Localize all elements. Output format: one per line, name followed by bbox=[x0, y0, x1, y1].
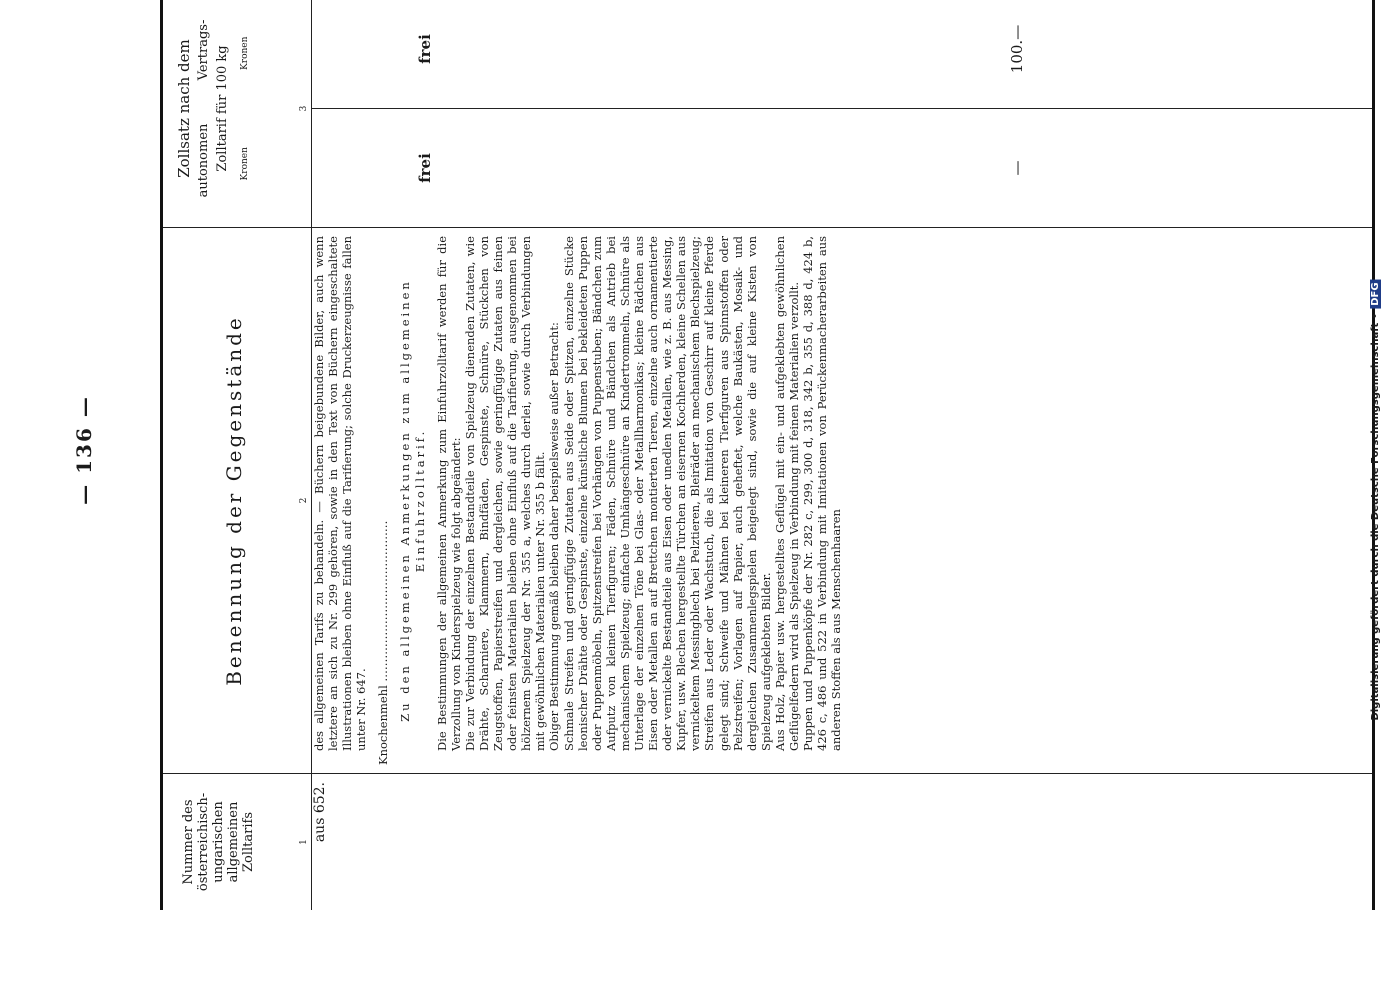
header-col3-vertrags: Vertrags- bbox=[196, 19, 211, 81]
colnum-1: 1 bbox=[299, 774, 312, 911]
header-row bbox=[162, 0, 300, 910]
rate-b-item: frei bbox=[416, 34, 434, 64]
header-col3-autonomen: autonomen bbox=[196, 123, 211, 198]
colnum-2: 2 bbox=[299, 228, 312, 774]
header-col1-text: Nummer des österreichisch-ungarischen allgemeinen Zolltarifs bbox=[181, 792, 256, 892]
rate-contract bbox=[312, 0, 1374, 109]
para-2: Die zur Verbindung der einzelnen Bestandteile von Spielzeug dienenden Zutaten, wie Drähte, Scharniere, Klammern, Bindfäden, Gespinste, Schnüre, Stückchen von Zeugstoffen, Papierstreifen und dergleichen, sowie geringfügige Zutaten aus feinen oder feinsten Materialien bleiben ohne Einfluß auf die Tarifierung, ausgenommen bei hölzernem Spielzeug der Nr. 355 a, welches durch derlei, sowie durch Verbindungen mit gewöhnlichen Materialien unter Nr. 355 b fällt. bbox=[462, 236, 548, 751]
item-label: Knochenmehl bbox=[376, 685, 391, 765]
header-col3-top: Zollsatz nach dem bbox=[175, 39, 193, 178]
column-numbers bbox=[299, 0, 312, 910]
intro-text: des allgemeinen Tarifs zu behandeln. — Büchern beigebundene Bilder, auch wenn letztere an sich zu Nr. 299 gehören, sowie in den Text von Büchern eingeschaltete Illustrationen bleiben ohne Einfluß auf die Tarifierung; solche Druckerzeugnisse fallen unter Nr. 647. bbox=[312, 236, 369, 751]
body-row bbox=[312, 0, 1374, 910]
tariff-table bbox=[160, 0, 1375, 910]
header-col2 bbox=[162, 228, 300, 774]
para-4: Schmale Streifen und geringfügige Zutaten aus Seide oder Spitzen, einzelne Stücke leonischer Drähte oder Gespinste, einzelne künstliche Blumen bei bekleideten Puppen oder Puppenmöbeln, Spitzenstreifen bei Vorhängen von Puppenstuben; Bändchen zum Aufputz von kleinen Tierfiguren; Fäden, Schnüre und Bändchen als Antrieb bei mechanischem Spielzeug; einfache Umhängeschnüre an Kindertrommeln, Schnüre als Unterlage der einzelnen Töne bei Glas- oder Metallharmonikas; kleine Rädchen aus Eisen oder Metallen an auf Brettchen montierten Tieren, einzelne auch ornamentierte oder vernickelte Bestandteile aus Eisen oder unedlen Metallen, wie z. B. aus Messing, Kupfer, usw. Blechen hergestellte Türchen an eisernen Kochherden, kleine Schellen aus vernickeltem Messingblech bei Pelztieren, Bleiräder an mechanischem Blechspielzeug; Streifen aus Leder oder Wachstuch, die als Imitation von Geschirr auf kleine Pferde gelegt sind; Schweife und Mähnen bei kleineren Tierfiguren aus Spinnstoffen oder Pelzstreifen; Vorlagen auf Papier, auch geheftet, welche Baukästen, Mosaik- und dergleichen Zusammenlegspielen beigelegt sind, sowie die auf kleine Kisten von Spielzeug aufgeklebten Bilder. bbox=[561, 236, 773, 751]
para-5: Aus Holz, Papier usw. hergestelltes Geflügel mit ein- und aufgeklebten gewöhnlichen Geflügelfedern wird als Spielzeug in Verbindung mit feinen Materialien verzollt. bbox=[772, 236, 801, 751]
page-number: — 136 — bbox=[72, 395, 96, 505]
colnum-3: 3 bbox=[299, 0, 312, 228]
header-unit-a: Kronen bbox=[240, 147, 250, 181]
header-col3 bbox=[162, 0, 300, 228]
para-6: Puppen und Puppenköpfe der Nr. 282 c, 299, 300 d, 318, 342 b, 355 d, 388 d, 424 b, 426 c, 486 und 522 in Verbindung mit Imitationen von Perückenmacherarbeiten aus anderen Stoffen als aus Menschenhaaren bbox=[801, 236, 844, 751]
section-heading: Zu den allgemeinen Anmerkungen zum allgemeinen Einfuhrzolltarif. bbox=[398, 279, 427, 722]
rate-autonomous bbox=[312, 109, 1374, 228]
digitization-credit bbox=[1370, 279, 1381, 720]
header-col2-text: Benennung der Gegenstände bbox=[222, 315, 246, 686]
rate-b-dolls: 100.— bbox=[1008, 24, 1026, 74]
dfg-logo: DFG bbox=[1370, 279, 1381, 308]
para-3: Obiger Bestimmung gemäß bleiben daher beispielsweise außer Betracht: bbox=[547, 322, 562, 751]
rate-a-dolls: — bbox=[1008, 160, 1026, 176]
body-text: des allgemeinen Tarifs zu behandeln. — Büchern beigebundene Bilder, auch wenn letztere an sich zu Nr. 299 gehören, sowie in den Text von Büchern eingeschaltete Illustrationen bleiben ohne Einfluß auf die Tarifierung; solche Druckerzeugnisse fallen unter Nr. 647. Knochenmehl …………………………………… Zu den allgemeinen Anmerkungen zum allgemeinen Einfuhrzolltarif. Die Bestimmungen der allgemeinen Anmerkung zum Einfuhrzolltarif werden für die Verzollung von Kinderspielzeug wie folgt abgeändert: Die zur Verbindung der einzelnen Bestandteile von Spielzeug dienenden Zutaten, wie Drähte, Scharniere, Klammern, Bindfäden, Gespinste, Schnüre, Stückchen von Zeugstoffen, Papierstreifen und dergleichen, sowie geringfügige Zutaten aus feinen oder feinsten Materialien bleiben ohne Einfluß auf die Tarifierung, ausgenommen bei hölzernem Spielzeug der Nr. 355 a, welches durch derlei, sowie durch Verbindungen mit gewöhnlichen Materialien unter Nr. 355 b fällt. Obiger Bestimmung gemäß bleiben daher beispielsweise außer Betracht: Schmale Streifen und geringfügige Zutaten aus Seide oder Spitzen, einzelne Stücke leonischer Drähte oder Gespinste, einzelne künstliche Blumen bei bekleideten Puppen oder Puppenmöbeln, Spitzenstreifen bei Vorhängen von Puppenstuben; Bändchen zum Aufputz von kleinen Tierfiguren; Fäden, Schnüre und Bändchen als Antrieb bei mechanischem Spielzeug; einfache Umhängeschnüre an Kindertrommeln, Schnüre als Unterlage der einzelnen Töne bei Glas- oder Metallharmonikas; kleine Rädchen aus Eisen oder Metallen an auf Brettchen montierten Tieren, einzelne auch ornamentierte oder vernickelte Bestandteile aus Eisen oder unedlen Metallen, wie z. B. aus Messing, Kupfer, usw. Blechen hergestellte Türchen an eisernen Kochherden, kleine Schellen aus vernickeltem Messingblech bei Pelztieren, Bleiräder an mechanischem Blechspielzeug; Streifen aus Leder oder Wachstuch, die als Imitation von Geschirr auf kleine Pferde gelegt sind; Schweife und Mähnen bei kleineren Tierfiguren aus Spinnstoffen oder Pelzstreifen; Vorlagen auf Papier, auch geheftet, welche Baukästen, Mosaik- und dergleichen Zusammenlegspielen beigelegt sind, sowie die auf kleine Kisten von Spielzeug aufgeklebten Bilder. Aus Holz, Papier usw. hergestelltes Geflügel mit ein- und aufgeklebten gewöhnlichen Geflügelfedern wird als Spielzeug in Verbindung mit feinen Materialien verzollt. Puppen und Puppenköpfe der Nr. 282 c, 299, 300 d, 318, 342 b, 355 d, 388 d, 424 b, 426 c, 486 und 522 in Verbindung mit Imitationen von Perückenmacherarbeiten aus anderen Stoffen als aus Menschenhaaren bbox=[312, 228, 1374, 774]
header-col3-mid: Zolltarif für 100 kg bbox=[215, 45, 230, 172]
rate-a-item: frei bbox=[416, 153, 434, 183]
item-number: aus 652. bbox=[312, 774, 1374, 911]
credit-text: Digitalisierung gefördert durch die Deutsche Forschungsgemeinschaft • bbox=[1370, 312, 1381, 721]
header-col1 bbox=[162, 774, 300, 911]
para-1: Die Bestimmungen der allgemeinen Anmerkung zum Einfuhrzolltarif werden für die Verzollung von Kinderspielzeug wie folgt abgeändert: bbox=[434, 236, 463, 751]
rotated-page bbox=[72, 0, 1260, 910]
header-unit-b: Kronen bbox=[240, 36, 250, 70]
